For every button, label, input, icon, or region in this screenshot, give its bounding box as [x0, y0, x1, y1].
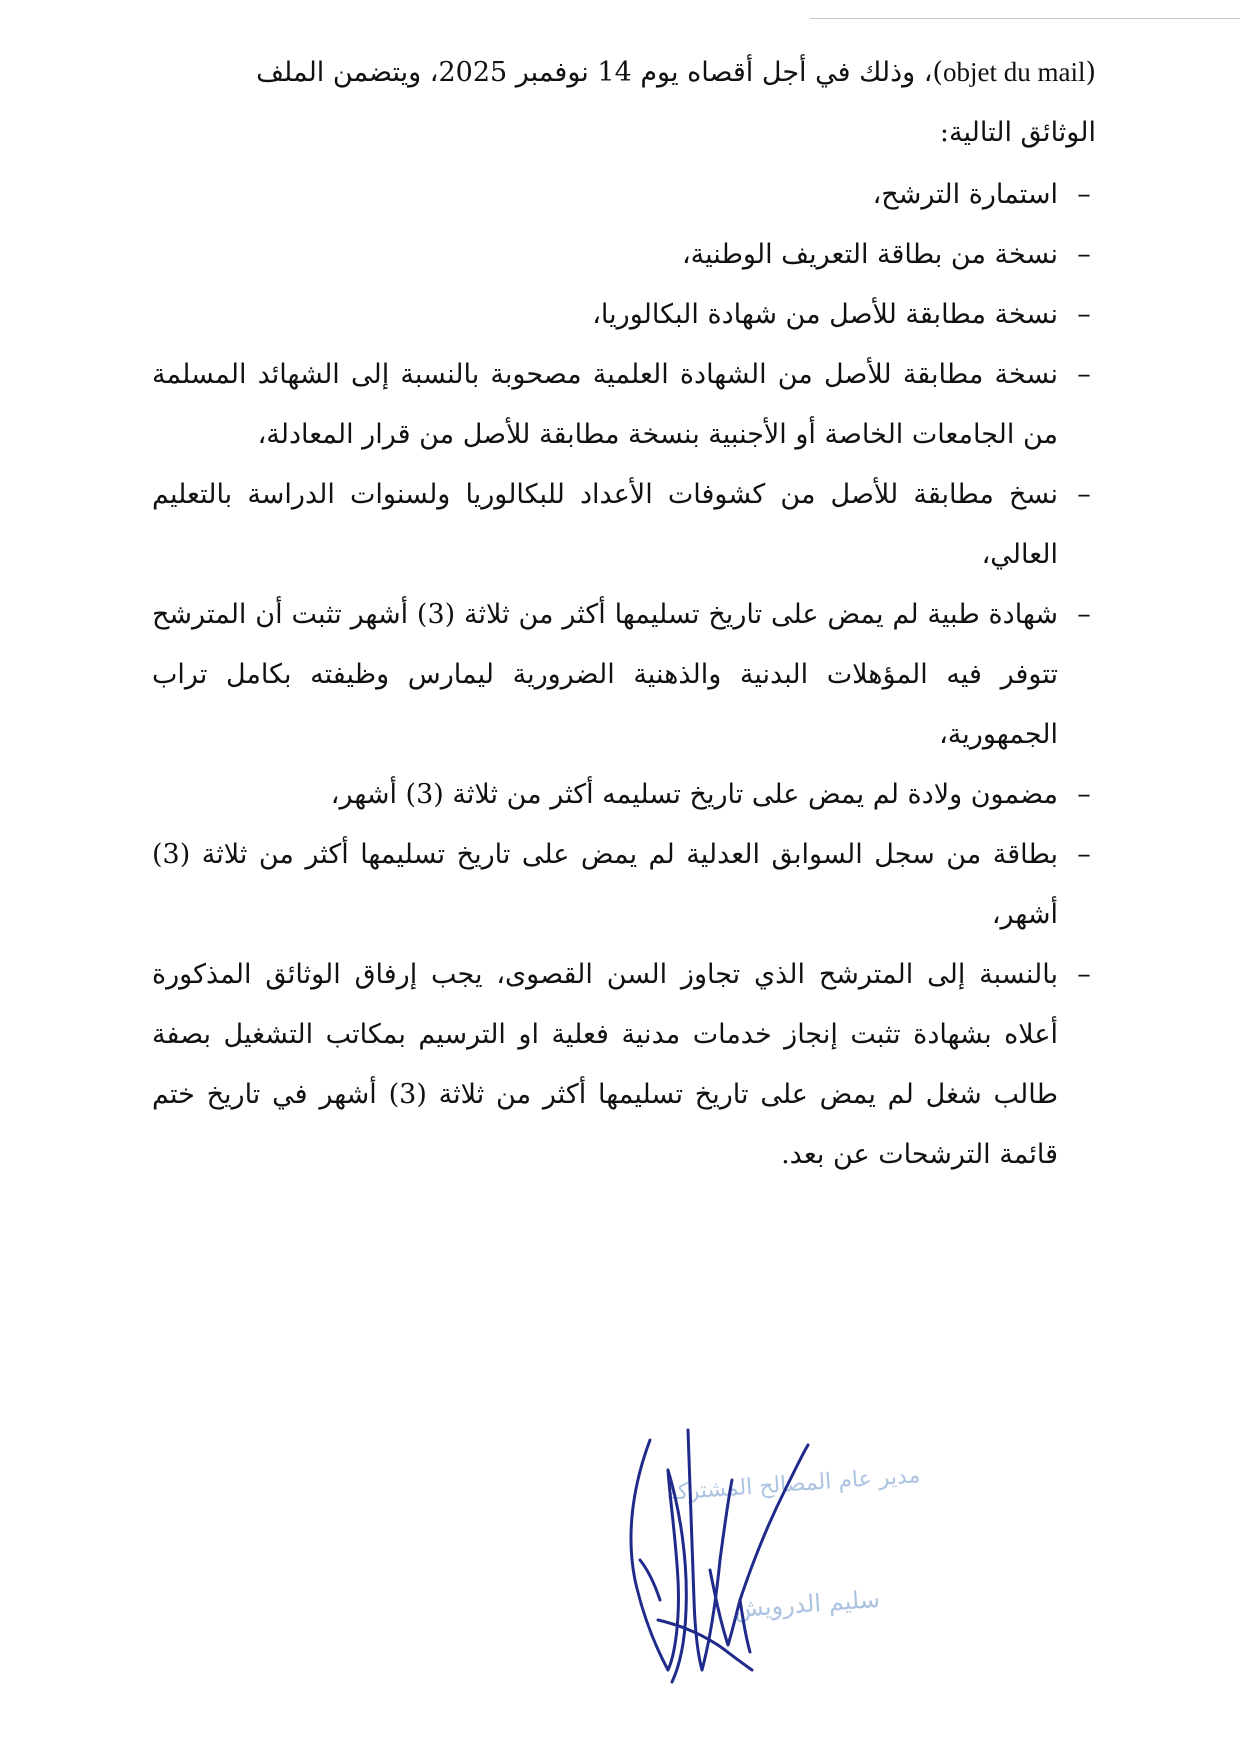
top-rule: [810, 18, 1240, 19]
mail-subject-note: objet du mail: [942, 57, 1086, 87]
bullet-dash: –: [1077, 779, 1091, 810]
list-item: – نسخ مطابقة للأصل من كشوفات الأعداد للبكالوريا ولسنوات الدراسة بالتعليم العالي،: [152, 465, 1096, 585]
stamp-name: سليم الدرويش: [733, 1584, 881, 1624]
signature-block: [540, 1420, 940, 1700]
list-item: – نسخة من بطاقة التعريف الوطنية،: [152, 225, 1096, 285]
list-item: – نسخة مطابقة للأصل من شهادة البكالوريا،: [152, 285, 1096, 345]
documents-list-heading: الوثائق التالية:: [939, 117, 1096, 148]
bullet-dash: –: [1077, 839, 1091, 870]
bullet-dash: –: [1077, 179, 1091, 210]
stamp-title-part: مدير عام المصالح المشتركة: [664, 1463, 921, 1506]
list-item: – نسخة مطابقة للأصل من الشهادة العلمية مصحوبة بالنسبة إلى الشهائد المسلمة من الجامعات الخاصة أو الأجنبية بنسخة مطابقة للأصل من قرار المعادلة،: [152, 345, 1096, 465]
bullet-dash: –: [1077, 959, 1091, 990]
bullet-dash: –: [1077, 479, 1091, 510]
handwritten-signature: [540, 1420, 940, 1700]
list-item: – استمارة الترشح،: [152, 165, 1096, 225]
list-item: – مضمون ولادة لم يمض على تاريخ تسليمه أكثر من ثلاثة (3) أشهر،: [152, 765, 1096, 825]
intro-line: (objet du mail)، وذلك في أجل أقصاه يوم 14 نوفمبر 2025، ويتضمن الملف: [256, 57, 1096, 88]
bullet-dash: –: [1077, 299, 1091, 330]
bullet-dash: –: [1077, 359, 1091, 390]
document-body: [152, 42, 1096, 1185]
list-item: – شهادة طبية لم يمض على تاريخ تسليمها أكثر من ثلاثة (3) أشهر تثبت أن المترشح تتوفر فيه المؤهلات البدنية والذهنية الضرورية ليمارس وظيفته بكامل تراب الجمهورية،: [152, 585, 1096, 765]
list-item: – بالنسبة إلى المترشح الذي تجاوز السن القصوى، يجب إرفاق الوثائق المذكورة أعلاه بشهادة تثبت إنجاز خدمات مدنية فعلية او الترسيم بمكاتب التشغيل بصفة طالب شغل لم يمض على تاريخ تسليمها أكثر من ثلاثة (3) أشهر في تاريخ ختم قائمة الترشحات عن بعد.: [152, 945, 1096, 1185]
bullet-dash: –: [1077, 239, 1091, 270]
bullet-dash: –: [1077, 599, 1091, 630]
list-item: – بطاقة من سجل السوابق العدلية لم يمض على تاريخ تسليمها أكثر من ثلاثة (3) أشهر،: [152, 825, 1096, 945]
required-documents-list: [152, 165, 1096, 1185]
